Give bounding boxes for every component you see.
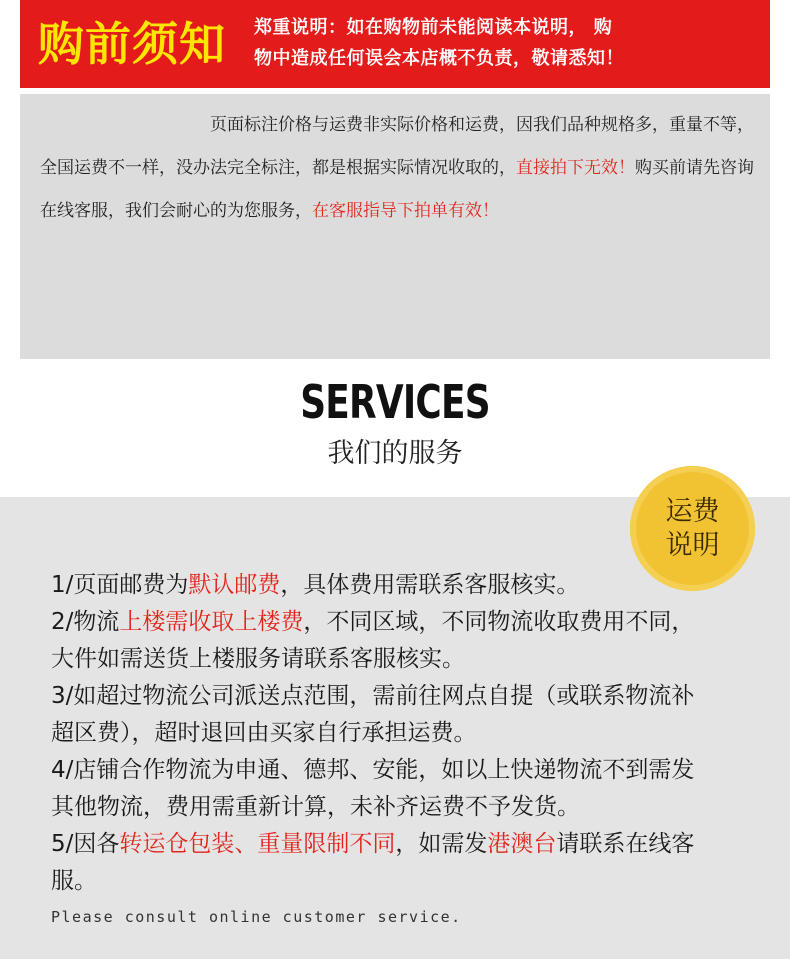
service-terms-list bbox=[51, 567, 771, 900]
price-notice bbox=[20, 94, 770, 359]
term-highlight: 港澳台 bbox=[487, 831, 557, 857]
term-text: 2/物流 bbox=[51, 609, 120, 635]
notice-line: 页面标注价格与运费非实际价格和运费，因我们品种规格多，重量不等， bbox=[210, 115, 754, 135]
banner-disclaimer-line: 物中造成任何误会本店概不负责，敬请悉知！ bbox=[254, 48, 624, 69]
badge-line: 说明 bbox=[665, 529, 720, 561]
term-text: 1/页面邮费为 bbox=[51, 572, 189, 598]
services-title: SERVICES bbox=[300, 375, 490, 429]
notice-line bbox=[40, 190, 754, 233]
term-item bbox=[51, 826, 771, 863]
notice-line bbox=[40, 147, 754, 190]
term-item bbox=[51, 604, 771, 641]
term-highlight: 默认邮费 bbox=[188, 572, 281, 598]
term-text: ，不同区域，不同物流收取费用不同， bbox=[303, 609, 695, 635]
term-item-continued: 超区费），超时退回由买家自行承担运费。 bbox=[51, 720, 477, 746]
notice-text: 全国运费不一样，没办法完全标注，都是根据实际情况收取的， bbox=[40, 158, 516, 178]
notice-highlight: 在客服指导下拍单有效！ bbox=[312, 201, 499, 221]
notice-text: 在线客服，我们会耐心的为您服务， bbox=[40, 201, 312, 221]
term-item bbox=[51, 567, 771, 604]
notice-highlight: 直接拍下无效！ bbox=[516, 158, 635, 178]
banner-disclaimer bbox=[254, 12, 764, 74]
notice-banner bbox=[20, 0, 770, 88]
term-item: 3/如超过物流公司派送点范围，需前往网点自提（或联系物流补 bbox=[51, 683, 695, 709]
term-text: ，具体费用需联系客服核实。 bbox=[280, 572, 580, 598]
services-subtitle: 我们的服务 bbox=[327, 438, 463, 469]
term-text: 5/因各 bbox=[51, 831, 120, 857]
banner-title: 购前须知 bbox=[38, 17, 226, 71]
term-text: ，如需发 bbox=[395, 831, 488, 857]
term-highlight: 转运仓包装、重量限制不同 bbox=[119, 831, 396, 857]
term-item-continued: 服。 bbox=[51, 868, 97, 894]
term-item-continued: 其他物流，费用需重新计算，未补齐运费不予发货。 bbox=[51, 794, 580, 820]
term-highlight: 上楼需收取上楼费 bbox=[119, 609, 304, 635]
notice-text: 购买前请先咨询 bbox=[635, 158, 754, 178]
badge-line: 运费 bbox=[665, 495, 720, 527]
term-item-continued: 大件如需送货上楼服务请联系客服核实。 bbox=[51, 646, 465, 672]
term-item: 4/店铺合作物流为申通、德邦、安能，如以上快递物流不到需发 bbox=[51, 757, 695, 783]
footer-note: Please consult online customer service. bbox=[51, 908, 462, 926]
banner-disclaimer-line: 郑重说明：如在购物前未能阅读本说明， 购 bbox=[254, 17, 613, 38]
term-text: 请联系在线客 bbox=[556, 831, 695, 857]
